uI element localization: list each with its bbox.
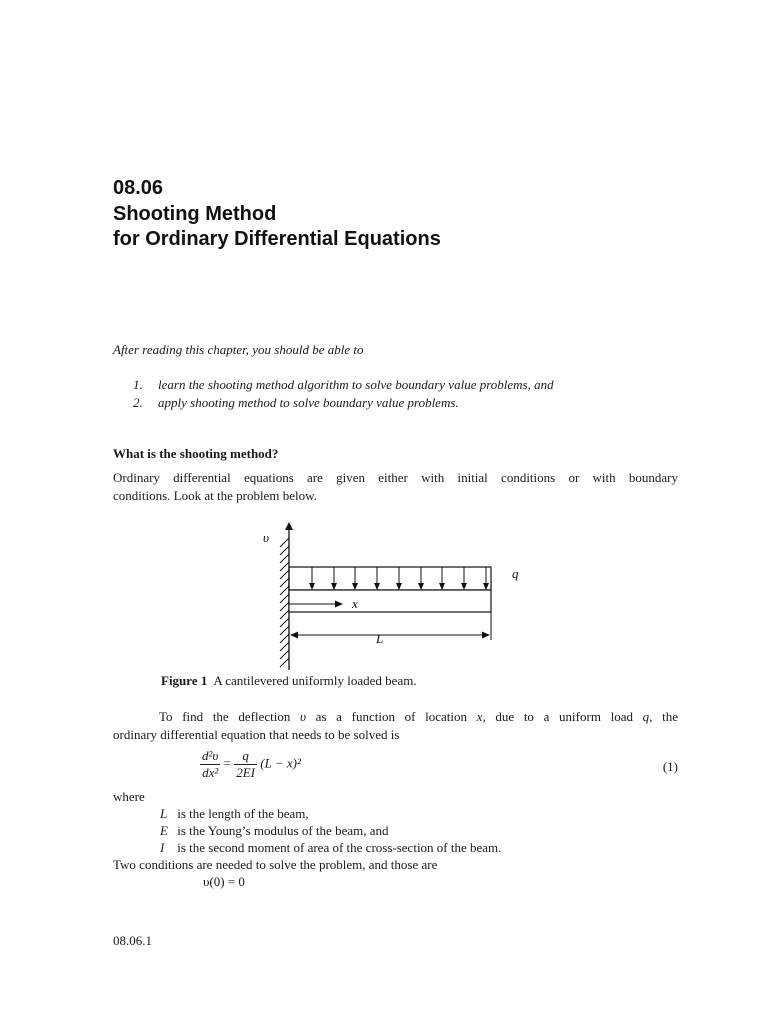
definition-item — [160, 805, 501, 822]
rhs-fraction — [234, 748, 257, 781]
deflection-paragraph — [113, 708, 678, 744]
figure-caption — [161, 673, 417, 689]
text-run: , due to a uniform load — [482, 709, 643, 724]
symbol-q: q — [642, 709, 650, 724]
equation-1 — [200, 748, 301, 781]
chapter-number: 08.06 — [113, 177, 164, 199]
definition-symbol: E — [160, 823, 168, 838]
deflection-paragraph-line2: ordinary differential equation that needs to be solved is — [113, 727, 400, 742]
equals-sign: = — [223, 755, 231, 771]
objective-item — [133, 394, 554, 412]
symbol-x: x — [476, 709, 483, 724]
objective-text: learn the shooting method algorithm to solve boundary value problems, and — [158, 377, 554, 392]
objective-text: apply shooting method to solve boundary value problems. — [158, 395, 459, 410]
definition-text: is the length of the beam, — [174, 806, 309, 821]
intro-paragraph — [113, 469, 678, 505]
definition-symbol: I — [160, 840, 165, 855]
definitions-list — [160, 805, 501, 856]
length-label: L — [376, 631, 384, 646]
wall-hatching — [280, 538, 289, 667]
load-arrowheads — [309, 583, 489, 590]
distributed-load-box — [289, 567, 491, 590]
definition-item — [160, 822, 501, 839]
definition-item — [160, 839, 501, 856]
intro-paragraph-line1: Ordinary differential equations are given either with initial conditions or with boundary — [113, 470, 678, 485]
cantilever-beam-figure — [255, 516, 535, 672]
beam — [289, 590, 491, 612]
section-heading: What is the shooting method? — [113, 446, 279, 461]
figure-caption-label: Figure 1 — [161, 673, 208, 688]
definition-text: is the second moment of area of the cross-section of the beam. — [174, 840, 502, 855]
text-run: as a function of location — [306, 709, 477, 724]
objective-number: 2. — [133, 395, 143, 410]
upsilon-label: υ — [263, 530, 269, 545]
conditions-text: Two conditions are needed to solve the problem, and those are — [113, 857, 438, 872]
chapter-heading — [113, 176, 441, 253]
symbol-upsilon: υ — [300, 709, 306, 724]
lhs-fraction — [200, 748, 220, 781]
text-run: , the — [649, 709, 678, 724]
deflection-paragraph-line1 — [113, 708, 678, 726]
lhs-numerator: d²υ — [202, 748, 219, 763]
intro-paragraph-line2: conditions. Look at the problem below. — [113, 488, 317, 503]
rhs-tail: (L − x)² — [260, 755, 301, 771]
q-label: q — [512, 566, 519, 581]
objective-item — [133, 376, 554, 394]
page-number: 08.06.1 — [113, 933, 152, 948]
objectives-list — [133, 376, 554, 412]
upsilon-axis-arrowhead — [285, 522, 293, 530]
chapter-title-line2: for Ordinary Differential Equations — [113, 228, 441, 250]
boundary-condition-1: υ(0) = 0 — [203, 874, 245, 889]
text-run: To find the deflection — [159, 709, 301, 724]
definition-text: is the Young’s modulus of the beam, and — [174, 823, 389, 838]
where-label: where — [113, 789, 145, 804]
equation-number: (1) — [662, 759, 678, 774]
objectives-intro: After reading this chapter, you should be able to — [113, 342, 364, 357]
length-arrow-right — [482, 632, 490, 639]
definition-symbol: L — [160, 806, 168, 821]
length-arrow-left — [290, 632, 298, 639]
figure-caption-text: A cantilevered uniformly loaded beam. — [213, 673, 417, 688]
rhs-denominator: 2EI — [236, 765, 255, 780]
x-label: x — [352, 596, 358, 611]
lhs-denominator: dx² — [202, 765, 219, 780]
objective-number: 1. — [133, 377, 143, 392]
chapter-title-line1: Shooting Method — [113, 202, 277, 225]
rhs-numerator: q — [234, 748, 257, 765]
